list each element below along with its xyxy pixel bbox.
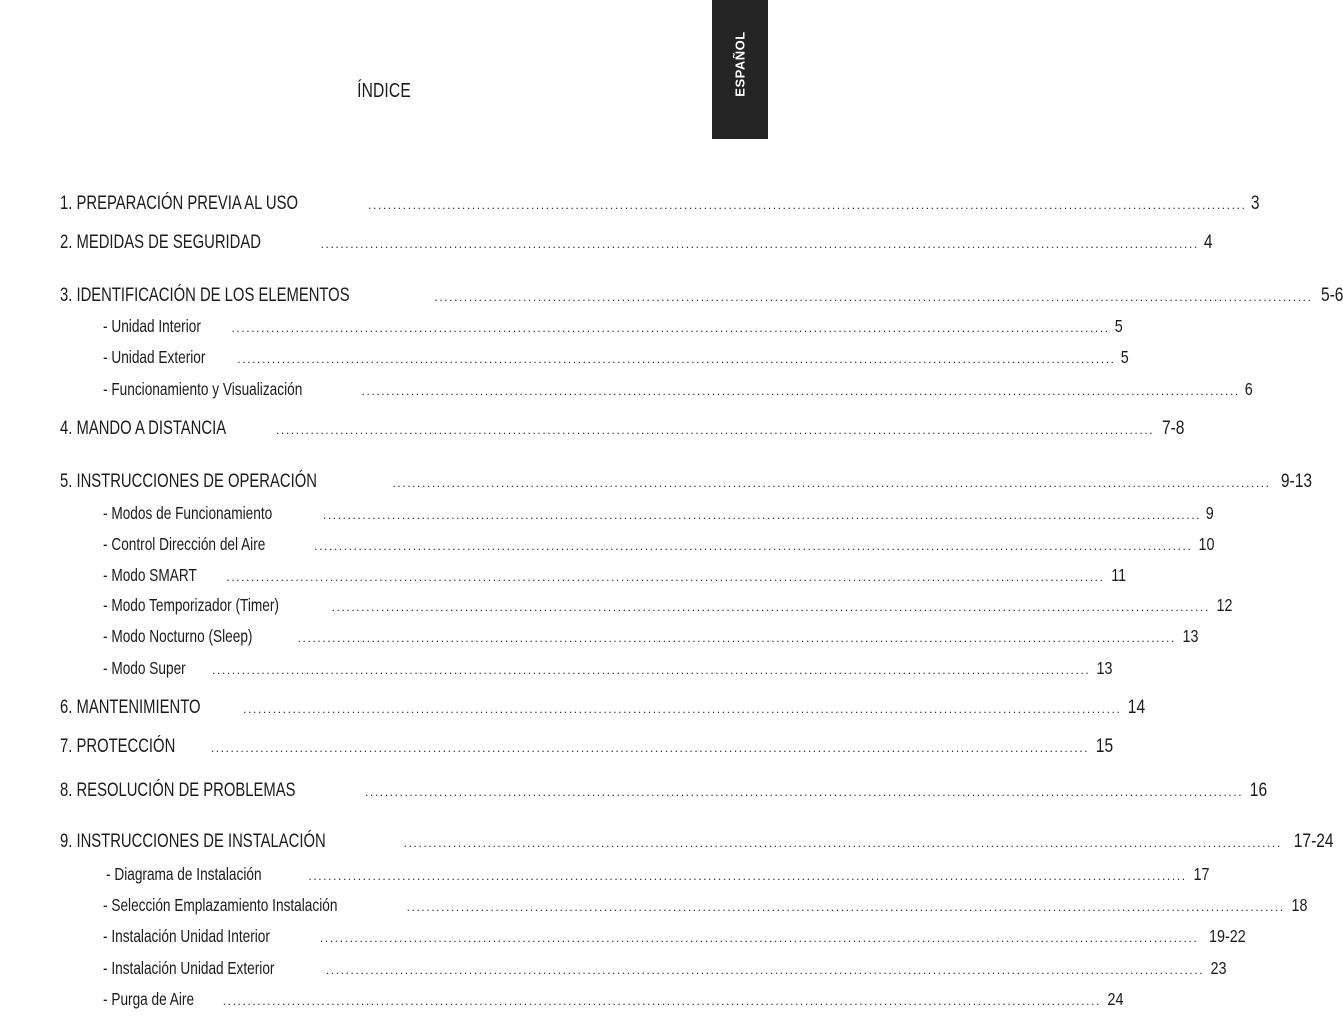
language-tab (712, 0, 768, 139)
toc-subentry-instalacion-interior (103, 923, 1247, 949)
toc-entry-label: - Modo Nocturno (Sleep) (103, 626, 253, 646)
toc-subentry-unidad-exterior (103, 344, 1129, 370)
toc-entry-7 (60, 734, 1114, 760)
toc-entry-page: 4 (1203, 232, 1213, 253)
toc-entry-label: - Modo Temporizador (Timer) (103, 595, 279, 615)
toc-entry-label: 6. MANTENIMIENTO (60, 697, 201, 718)
toc-leader: .................................................................................................................................................................................. (314, 539, 1193, 553)
page-title: ÍNDICE (357, 80, 411, 102)
toc-entry-label: - Instalación Unidad Interior (103, 926, 270, 946)
toc-entry-page: 24 (1107, 989, 1124, 1009)
toc-entry-page: 11 (1110, 565, 1126, 585)
toc-entry-label: 3. IDENTIFICACIÓN DE LOS ELEMENTOS (60, 285, 350, 306)
toc-entry-2 (60, 230, 1213, 256)
toc-leader: .................................................................................................................................................................................. (297, 631, 1176, 645)
toc-entry-5 (60, 469, 1312, 495)
toc-leader: .................................................................................................................................................................................. (434, 290, 1313, 304)
toc-subentry-modo-smart (103, 562, 1126, 588)
toc-entry-page: 19-22 (1209, 926, 1247, 946)
toc-entry-page: 17-24 (1293, 831, 1334, 852)
toc-leader: .................................................................................................................................................................................. (320, 931, 1199, 945)
toc-entry-label: - Modo SMART (103, 565, 197, 585)
toc-subentry-unidad-interior (103, 313, 1123, 339)
toc-entry-page: 15 (1095, 736, 1114, 757)
toc-entry-label: - Diagrama de Instalación (106, 864, 262, 884)
toc-leader: .................................................................................................................................................................................. (222, 994, 1101, 1008)
toc-entry-4 (60, 416, 1185, 442)
toc-entry-label: - Unidad Exterior (103, 347, 206, 367)
toc-leader: .................................................................................................................................................................................. (231, 321, 1110, 335)
toc-entry-page: 12 (1216, 595, 1233, 615)
toc-entry-9 (60, 829, 1334, 855)
language-tab-label: ESPAÑOL (732, 31, 748, 97)
toc-subentry-seleccion-emplazamiento (103, 892, 1308, 918)
toc-leader: .................................................................................................................................................................................. (406, 900, 1285, 914)
toc-entry-page: 17 (1193, 864, 1210, 884)
toc-entry-6 (60, 695, 1146, 721)
toc-leader: .................................................................................................................................................................................. (364, 785, 1244, 799)
toc-entry-label: 4. MANDO A DISTANCIA (60, 418, 227, 439)
toc-leader: .................................................................................................................................................................................. (325, 963, 1205, 977)
toc-entry-1 (60, 191, 1260, 217)
toc-entry-page: 13 (1182, 626, 1199, 646)
toc-leader: .................................................................................................................................................................................. (212, 663, 1091, 677)
toc-entry-page: 9-13 (1280, 471, 1312, 492)
toc-entry-page: 23 (1210, 958, 1227, 978)
toc-leader: .................................................................................................................................................................................. (243, 702, 1122, 716)
toc-entry-label: - Unidad Interior (103, 316, 201, 336)
toc-entry-label: - Purga de Aire (103, 989, 195, 1009)
toc-entry-label: 1. PREPARACIÓN PREVIA AL USO (60, 193, 299, 214)
toc-entry-page: 5 (1114, 316, 1123, 336)
toc-entry-8 (60, 778, 1268, 804)
toc-entry-label: - Funcionamiento y Visualización (103, 379, 303, 399)
toc-entry-label: - Modos de Funcionamiento (103, 503, 273, 523)
toc-entry-label: 9. INSTRUCCIONES DE INSTALACIÓN (60, 831, 326, 852)
toc-leader: .................................................................................................................................................................................. (392, 476, 1271, 490)
toc-leader: .................................................................................................................................................................................. (308, 869, 1187, 883)
toc-entry-page: 16 (1250, 780, 1268, 801)
toc-entry-label: - Modo Super (103, 658, 186, 678)
toc-entry-label: 8. RESOLUCIÓN DE PROBLEMAS (60, 780, 296, 801)
toc-leader: .................................................................................................................................................................................. (226, 570, 1105, 584)
toc-entry-page: 5 (1120, 347, 1129, 367)
toc-leader: .................................................................................................................................................................................. (322, 508, 1202, 522)
toc-subentry-funcionamiento (103, 376, 1253, 402)
toc-entry-page: 7-8 (1162, 418, 1185, 439)
toc-subentry-purga-aire (103, 986, 1124, 1012)
toc-leader: .................................................................................................................................................................................. (368, 198, 1247, 212)
toc-entry-page: 6 (1244, 379, 1253, 399)
toc-entry-page: 13 (1096, 658, 1113, 678)
toc-entry-page: 18 (1291, 895, 1308, 915)
toc-entry-label: 5. INSTRUCCIONES DE OPERACIÓN (60, 471, 317, 492)
toc-leader: .................................................................................................................................................................................. (361, 384, 1240, 398)
toc-subentry-modo-nocturno (103, 623, 1199, 649)
toc-entry-label: - Selección Emplazamiento Instalación (103, 895, 338, 915)
toc-entry-3 (60, 283, 1343, 309)
toc-subentry-modo-temporizador (103, 592, 1233, 618)
toc-entry-page: 9 (1205, 503, 1214, 523)
toc-entry-label: - Control Dirección del Aire (103, 534, 266, 554)
toc-entry-label: 7. PROTECCIÓN (60, 736, 176, 757)
toc-entry-label: 2. MEDIDAS DE SEGURIDAD (60, 232, 261, 253)
toc-leader: .................................................................................................................................................................................. (210, 741, 1090, 755)
toc-entry-label: - Instalación Unidad Exterior (103, 958, 275, 978)
toc-subentry-instalacion-exterior (103, 955, 1227, 981)
toc-subentry-modos-funcionamiento (103, 500, 1214, 526)
toc-subentry-control-direccion (103, 531, 1215, 557)
toc-subentry-modo-super (103, 655, 1113, 681)
toc-leader: .................................................................................................................................................................................. (237, 352, 1116, 366)
toc-leader: .................................................................................................................................................................................. (275, 423, 1155, 437)
toc-subentry-diagrama (106, 861, 1210, 887)
toc-entry-page: 14 (1128, 697, 1146, 718)
toc-entry-page: 3 (1251, 193, 1260, 214)
toc-leader: .................................................................................................................................................................................. (403, 836, 1282, 850)
toc-leader: .................................................................................................................................................................................. (331, 600, 1210, 614)
toc-entry-page: 10 (1198, 534, 1215, 554)
toc-leader: .................................................................................................................................................................................. (320, 237, 1199, 251)
toc-entry-page: 5-6 (1320, 285, 1343, 306)
